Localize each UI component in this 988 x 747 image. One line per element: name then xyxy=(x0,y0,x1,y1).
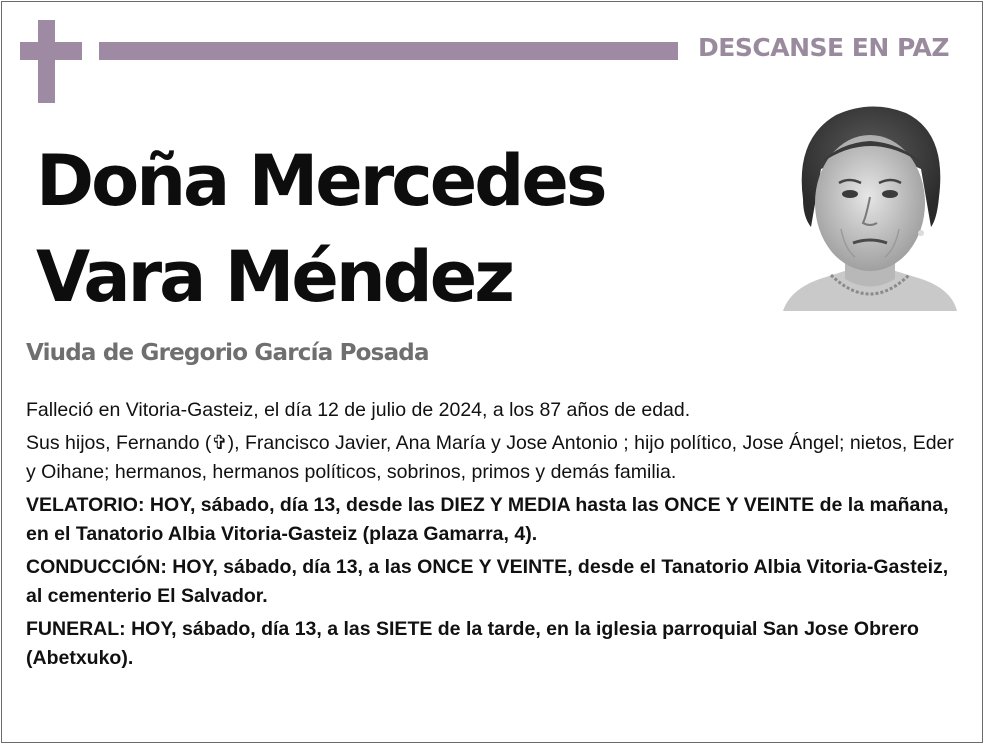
obituary-notice xyxy=(1,1,983,743)
conduccion-info: CONDUCCIÓN: HOY, sábado, día 13, a las ONCE Y VEINTE, desde el Tanatorio Albia Vitoria-Gasteiz, al cementerio El Salvador. xyxy=(26,556,949,607)
heading: DESCANSE EN PAZ xyxy=(698,33,949,62)
death-statement: Falleció en Vitoria-Gasteiz, el día 12 de julio de 2024, a los 87 años de edad. xyxy=(26,399,691,421)
widow-subtitle: Viuda de Gregorio García Posada xyxy=(26,340,429,366)
cross-icon xyxy=(38,20,55,103)
portrait-photo xyxy=(781,99,959,311)
name-line-1: Doña Mercedes xyxy=(36,140,605,222)
name-line-2: Vara Méndez xyxy=(36,236,513,318)
velatorio-info: VELATORIO: HOY, sábado, día 13, desde las DIEZ Y MEDIA hasta las ONCE Y VEINTE de la mañana, en el Tanatorio Albia Vitoria-Gasteiz (plaza Gamarra, 4). xyxy=(26,494,949,545)
header-bar xyxy=(99,42,678,60)
cross-icon-arm xyxy=(20,42,82,60)
notice-body xyxy=(26,396,956,673)
funeral-info: FUNERAL: HOY, sábado, día 13, a las SIETE de la tarde, en la iglesia parroquial San Jose Obrero (Abetxuko). xyxy=(26,618,919,669)
family-list: Sus hijos, Fernando (✞), Francisco Javier, Ana María y Jose Antonio ; hijo político, Jose Ángel; nietos, Eder y Oihane; hermanos, hermanos políticos, sobrinos, primos y demás familia. xyxy=(26,432,954,483)
deceased-name xyxy=(36,133,605,325)
